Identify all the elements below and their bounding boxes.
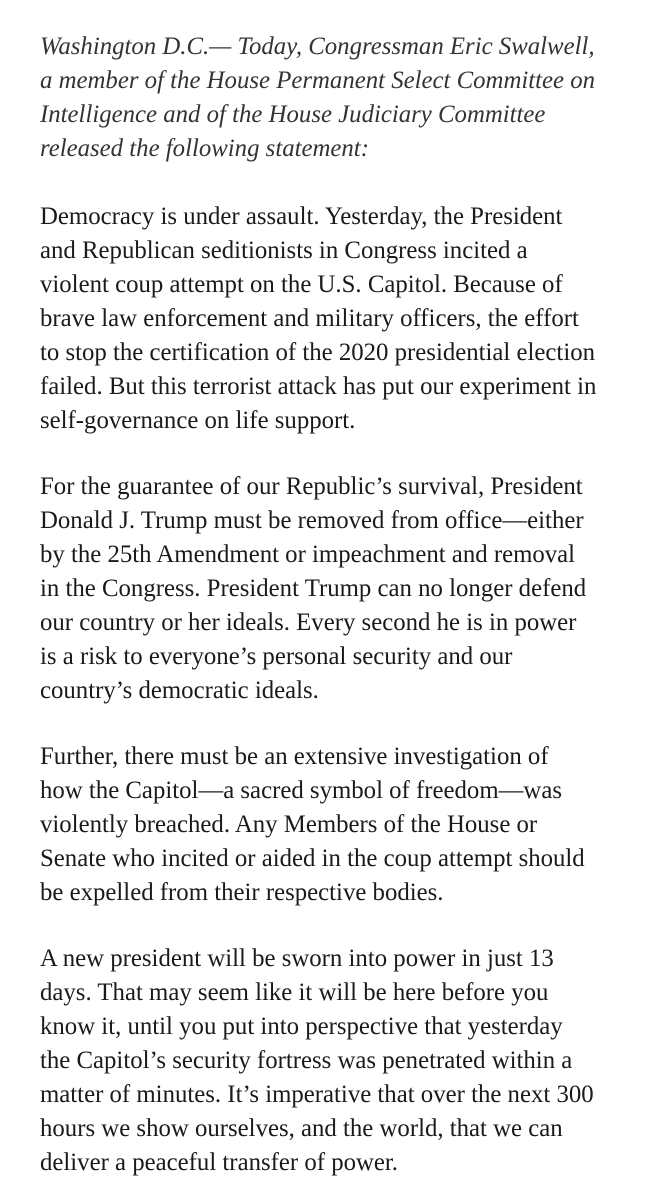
paragraph-line: Further, there must be an extensive investigation of (40, 743, 549, 770)
intro-line: a member of the House Permanent Select Committee on (40, 67, 596, 94)
paragraph-line: violently breached. Any Members of the House or (40, 811, 538, 838)
paragraph-line: failed. But this terrorist attack has put our experiment in (40, 373, 597, 400)
paragraph-line: violent coup attempt on the U.S. Capitol. Because of (40, 271, 563, 298)
paragraph-line: Donald J. Trump must be removed from office—either (40, 507, 584, 534)
paragraph-line: to stop the certification of the 2020 presidential election (40, 339, 595, 366)
paragraph-line: know it, until you put into perspective that yesterday (40, 1013, 563, 1040)
paragraph-line: For the guarantee of our Republic’s survival, President (40, 473, 583, 500)
paragraph-line: days. That may seem like it will be here before you (40, 979, 549, 1006)
paragraph-line: brave law enforcement and military officers, the effort (40, 305, 579, 332)
paragraph-line: country’s democratic ideals. (40, 677, 319, 704)
paragraph-line: is a risk to everyone’s personal security and our (40, 643, 513, 670)
paragraph-line: how the Capitol—a sacred symbol of freedom—was (40, 777, 562, 804)
paragraph-line: A new president will be sworn into power in just 13 (40, 945, 554, 972)
paragraph-line: and Republican seditionists in Congress incited a (40, 237, 528, 264)
paragraph-line: deliver a peaceful transfer of power. (40, 1149, 398, 1176)
paragraph-line: our country or her ideals. Every second he is in power (40, 609, 577, 636)
intro-line: Washington D.C.— Today, Congressman Eric Swalwell, (40, 33, 595, 60)
paragraph-line: Senate who incited or aided in the coup attempt should (40, 845, 585, 872)
paragraph-line: by the 25th Amendment or impeachment and removal (40, 541, 576, 568)
paragraph-line: matter of minutes. It’s imperative that over the next 300 (40, 1081, 594, 1108)
paragraph-line: in the Congress. President Trump can no longer defend (40, 575, 587, 602)
paragraph-line: be expelled from their respective bodies. (40, 879, 444, 906)
paragraph-line: self-governance on life support. (40, 407, 356, 434)
paragraph-line: the Capitol’s security fortress was penetrated within a (40, 1047, 573, 1074)
intro-line: released the following statement: (40, 135, 369, 162)
paragraph-line: Democracy is under assault. Yesterday, the President (40, 203, 563, 230)
paragraph-line: hours we show ourselves, and the world, that we can (40, 1115, 563, 1142)
intro-line: Intelligence and of the House Judiciary Committee (40, 101, 546, 128)
